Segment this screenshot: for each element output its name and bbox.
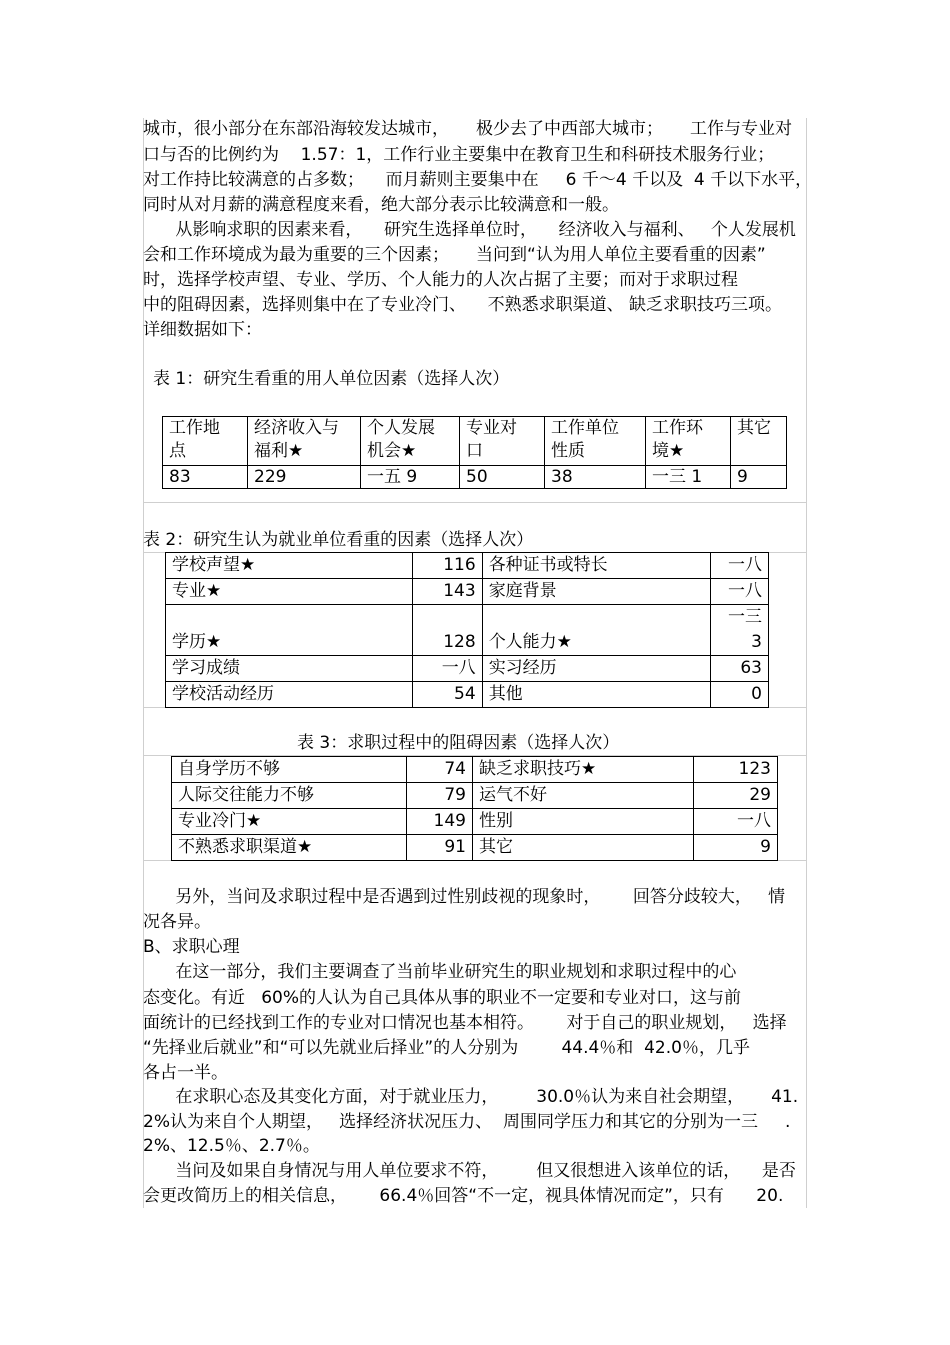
table-cell: 运气不好 — [473, 783, 694, 809]
text-line: 从影响求职的因素来看， 研究生选择单位时， 经济收入与福利、 个人发展机 — [143, 220, 796, 240]
table-cell: 74 — [407, 757, 473, 783]
section-heading: B、求职心理 — [143, 937, 240, 957]
table-cell: 家庭背景 — [482, 579, 711, 605]
frame-rule — [806, 118, 807, 1208]
table-cell: 143 — [413, 579, 482, 605]
table-cell: 38 — [545, 466, 646, 489]
table1 — [162, 416, 787, 489]
table-row — [166, 553, 769, 579]
table-row — [166, 605, 769, 656]
table-cell: 学习成绩 — [166, 656, 413, 682]
table-cell: 116 — [413, 553, 482, 579]
text-line: 中的阻碍因素，选择则集中在了专业冷门、 不熟悉求职渠道、 缺乏求职技巧三项。 — [143, 295, 783, 315]
table-cell: 79 — [407, 783, 473, 809]
text-line: 态变化。有近 60%的人认为自己具体从事的职业不一定要和专业对口，这与前 — [143, 988, 741, 1008]
table-cell: 一五 9 — [361, 466, 460, 489]
table-row — [166, 656, 769, 682]
table-cell: 缺乏求职技巧★ — [473, 757, 694, 783]
table2 — [165, 552, 769, 708]
text-line: 当问及如果自身情况与用人单位要求不符， 但又很想进入该单位的话， 是否 — [143, 1161, 796, 1181]
table-cell: 个人能力★ — [482, 605, 711, 656]
table-cell: 一八 — [711, 553, 769, 579]
table-cell: 128 — [413, 605, 482, 656]
table-cell: 一三 1 — [646, 466, 731, 489]
table-cell: 9 — [731, 466, 787, 489]
table-row — [166, 579, 769, 605]
text-line: 各占一半。 — [143, 1063, 228, 1083]
table1-caption: 表 1：研究生看重的用人单位因素（选择人次） — [153, 369, 510, 389]
text-line: 会和工作环境成为最为重要的三个因素； 当问到“认为用人单位主要看重的因素” — [143, 245, 766, 265]
text-line: 在求职心态及其变化方面，对于就业压力， 30.0％认为来自社会期望， 41. — [143, 1087, 799, 1107]
table-cell: 工作地 点 — [163, 417, 248, 466]
text-line: 口与否的比例约为 1.57：1，工作行业主要集中在教育卫生和科研技术服务行业； — [143, 145, 775, 165]
text-line: 对工作持比较满意的占多数； 而月薪则主要集中在 6 千～4 千以及 4 千以下水平， — [143, 170, 813, 190]
text-line: 2%认为来自个人期望， 选择经济状况压力、 周围同学压力和其它的分别为一三 . — [143, 1112, 791, 1132]
text-line: 时，选择学校声望、专业、学历、个人能力的人次占据了主要；而对于求职过程 — [143, 270, 738, 290]
text-line: 况各异。 — [143, 912, 211, 932]
table-cell: 其它 — [731, 417, 787, 466]
text-line: 会更改简历上的相关信息， 66.4％回答“不一定，视具体情况而定”，只有 20. — [143, 1186, 784, 1206]
table-cell: 性别 — [473, 809, 694, 835]
text-line: 详细数据如下： — [143, 320, 262, 340]
table-cell: 专业对 口 — [460, 417, 545, 466]
table-cell: 工作环 境★ — [646, 417, 731, 466]
table-cell: 其它 — [473, 835, 694, 861]
table-cell: 9 — [694, 835, 778, 861]
table-cell: 个人发展 机会★ — [361, 417, 460, 466]
table-cell: 专业★ — [166, 579, 413, 605]
frame-rule — [143, 502, 806, 503]
table-cell: 自身学历不够 — [172, 757, 407, 783]
table-cell: 229 — [248, 466, 361, 489]
table-cell: 50 — [460, 466, 545, 489]
table-cell: 其他 — [482, 682, 711, 708]
table-cell: 91 — [407, 835, 473, 861]
table-row — [172, 809, 778, 835]
text-line: 2%、12.5％、2.7％。 — [143, 1136, 320, 1156]
table-cell: 人际交往能力不够 — [172, 783, 407, 809]
table3 — [171, 756, 778, 861]
table-cell: 123 — [694, 757, 778, 783]
table-cell: 学校活动经历 — [166, 682, 413, 708]
table-cell: 实习经历 — [482, 656, 711, 682]
text-line: 另外，当问及求职过程中是否遇到过性别歧视的现象时， 回答分歧较大， 情 — [143, 887, 786, 907]
table-cell: 一八 — [694, 809, 778, 835]
table-cell: 专业冷门★ — [172, 809, 407, 835]
table-row — [172, 783, 778, 809]
table-cell: 54 — [413, 682, 482, 708]
table-cell: 83 — [163, 466, 248, 489]
table-cell: 各种证书或特长 — [482, 553, 711, 579]
table-cell: 不熟悉求职渠道★ — [172, 835, 407, 861]
table-cell: 149 — [407, 809, 473, 835]
table-cell: 0 — [711, 682, 769, 708]
table-row — [163, 417, 787, 466]
table2-caption: 表 2：研究生认为就业单位看重的因素（选择人次） — [143, 530, 534, 550]
table-cell: 一三 3 — [711, 605, 769, 656]
table-cell: 经济收入与 福利★ — [248, 417, 361, 466]
table-cell: 一八 — [413, 656, 482, 682]
table-cell: 学校声望★ — [166, 553, 413, 579]
table-cell: 一八 — [711, 579, 769, 605]
table-row — [163, 466, 787, 489]
text-line: 在这一部分，我们主要调查了当前毕业研究生的职业规划和求职过程中的心 — [143, 962, 737, 982]
table-row — [166, 682, 769, 708]
table3-caption: 表 3：求职过程中的阻碍因素（选择人次） — [297, 733, 620, 753]
text-line: 城市，很小部分在东部沿海较发达城市， 极少去了中西部大城市； 工作与专业对 — [143, 119, 793, 139]
table-row — [172, 835, 778, 861]
table-cell: 63 — [711, 656, 769, 682]
text-line: 同时从对月薪的满意程度来看，绝大部分表示比较满意和一般。 — [143, 195, 619, 215]
table-cell: 29 — [694, 783, 778, 809]
table-cell: 工作单位 性质 — [545, 417, 646, 466]
table-row — [172, 757, 778, 783]
text-line: “先择业后就业”和“可以先就业后择业”的人分别为 44.4％和 42.0％，几乎 — [143, 1038, 750, 1058]
table-cell: 学历★ — [166, 605, 413, 656]
text-line: 面统计的已经找到工作的专业对口情况也基本相符。 对于自己的职业规划， 选择 — [143, 1013, 787, 1033]
